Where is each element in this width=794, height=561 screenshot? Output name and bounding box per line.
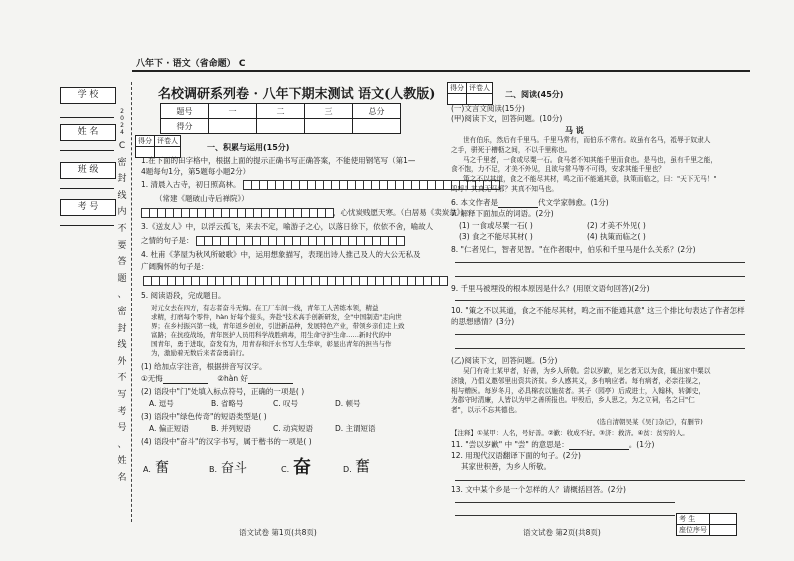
calligraphy-a: 奮: [155, 460, 169, 476]
question-3: 3.《送友人》中，以浮云孤飞，来去不定，喻游子之心，以落日徐下，依依不舍，喻故人: [141, 222, 434, 231]
passage-b: 吴门有奇士某甲者，好善，为乡人所敬。尝以岁歉，见乞者无以为食，辄出家中粟以 济饿，乃倡义邀邻里出资共济贫。乡人感其义，多有响应者。每有病者，必亲往视之， 相与赠医。每岁冬月，必具棉衣以施贫者。其子（园亭）后成进士，入翰林，转御史， 为郡守时清廉，人皆以为甲之善所报也。甲殁后，乡人思之，为之立祠，名之曰"仁 者"，以示不忘其德也。: [451, 367, 711, 415]
instruction-2: 4题每句1分，第5题每小题2分）: [141, 167, 251, 176]
question-4: 4. 杜甫《茅屋为秋风所破歌》中，运用想象描写，表现出诗人推己及人的大公无私及: [141, 250, 421, 259]
answer-line-10b[interactable]: [455, 348, 745, 349]
question-1-source: （常建《题破山寺后禅院》）: [155, 194, 249, 203]
passage-b-source: (选自清朝吴某《吴门杂记》，有删节): [597, 418, 703, 426]
calligraphy-d: 奮: [355, 457, 371, 475]
question-5-sub3: (3) 语段中"绿色传奇"的短语类型是( ): [141, 412, 267, 421]
question-11: 11. "尝以岁歉" 中 "尝" 的意思是： 。(1分): [451, 440, 655, 449]
answer-line-13b[interactable]: [455, 515, 675, 516]
answer-line-8a[interactable]: [455, 262, 745, 263]
question-7-row1: (1) 一食或尽粟一石( ) (2) 才美不外见( ): [459, 221, 646, 230]
answer-grid-3[interactable]: [196, 236, 404, 246]
question-10-tail: 的思想感情？(3分): [451, 317, 515, 326]
header-rule: [132, 70, 750, 72]
question-5-sub2-options: A. 逗号 B. 省略号 C. 叹号 D. 顿号: [149, 399, 361, 408]
essay-passage: 世有伯乐，然后有千里马。千里马常有，而伯乐不常有。故虽有名马，祗辱于奴隶人 之手，骈死于槽枥之间，不以千里称也。 马之千里者，一食或尽粟一石。食马者不知其能千里而食也。是马也，虽有千里之能， 食不饱，力不足，才美不外见，且欲与常马等不可得，安求其能千里也？ 策之不以其道，食之不能尽其材，鸣之而不能通其意，执策而临之，曰："天下无马！" 呜呼！其真无马邪？其真不知马也。: [451, 136, 718, 193]
exam-number-field[interactable]: 考 号: [60, 199, 116, 216]
question-7-row2: (3) 食之不能尽其材( ) (4) 执策而临之( ): [459, 232, 646, 241]
grader-box-1: 得分 评卷人: [135, 135, 181, 158]
paper-title: 名校调研系列卷 · 八年下期末测试 语文(人教版): [158, 87, 436, 102]
answer-line-8b[interactable]: [455, 276, 745, 277]
section-b: (乙)阅读下文，回答问题。(5分): [451, 356, 558, 365]
seal-dashed-line: [131, 82, 132, 522]
section-classical-a: (甲)阅读下文，回答问题。(10分): [451, 114, 563, 123]
score-table: 题号 一 二 三 总分 得分: [160, 103, 401, 134]
question-3-tail: 之情的句子是：: [141, 236, 404, 246]
question-8: 8. "仁者见仁，智者见智。"在作者眼中，伯乐和千里马是什么关系？(2分): [451, 245, 696, 254]
question-13: 13. 文中某个乡是一个怎样的人？请概括回答。(2分): [451, 485, 626, 494]
answer-line-12[interactable]: [455, 480, 745, 481]
question-5-sub1-blanks: ①无悔 ②hàn 好: [141, 374, 293, 384]
seal-line-note: C 密 封 线 内 不 要 答 题 、 密 封 线 外 不 写 考 号 、 姓 名: [117, 141, 127, 483]
question-5-sub3-options: A. 偏正短语 B. 并列短语 C. 动宾短语 D. 主谓短语: [149, 424, 376, 433]
question-5-title: 5. 阅读语段，完成题目。: [141, 291, 226, 300]
question-5-sub1: (1) 给加点字注音，根据拼音写汉字。: [141, 362, 267, 371]
question-12-sentence: 其家世积善，为乡人所敬。: [461, 462, 551, 471]
part2-heading: 二、阅读(45分): [505, 90, 564, 99]
answer-line-10a[interactable]: [455, 334, 745, 335]
question-5-passage: 对元女去在四方，有志者奋斗无悔。在工厂车间一线，青年工人苦练本领，精益 求精，打磨每个零件，hàn 好每个接头，奔赴"技术高手创新研发，全"中国制造"走向世 界；在乡村振兴第一线，青年返乡创业，引进新品种，发展特色产业，带领乡亲们走上致 富路；在抗疫战场，青年医护人员用科学战胜病毒，用生命守护生命……新时代的中 国青年，勇于进取，奋发有为，用青春和汗水书写人生华章，彰显出青年的担当与作 为，激励着无数后来者奋勇前行。: [151, 304, 405, 357]
question-2: ，心忧炭贱愿天寒。（白居易《卖炭翁》）: [141, 208, 468, 218]
answer-grid-2[interactable]: [141, 208, 333, 218]
instruction-1: 1.在下面的田字格中，根据上面的提示正确书写正确答案，不能使用钢笔写（第1—: [141, 156, 416, 165]
answer-grid-4[interactable]: [143, 276, 447, 286]
question-6: 6. 本文作者是 代文学家韩愈。(1分): [451, 198, 609, 207]
name-field[interactable]: 姓 名: [60, 124, 116, 141]
question-12: 12. 用现代汉语翻译下面的句子。(2分): [451, 451, 581, 460]
calligraphy-b: 奋斗: [221, 461, 248, 476]
question-7: 7. 解释下面加点的词语。(2分): [451, 209, 554, 218]
question-4-tail: 广阔胸怀的句子是：: [141, 262, 209, 271]
year-vertical: 2 0 2 4: [120, 108, 124, 136]
calligraphy-options: A. 奮 B. 奋斗 C. 奋 D. 奮: [143, 453, 443, 493]
seat-number-box: 考 生 座位序号: [676, 513, 737, 536]
question-5-sub4: (4) 语段中"奋斗"的汉字书写，属于楷书的一项是( ): [141, 437, 312, 446]
grader-box-2: 得分 评卷人: [447, 82, 493, 105]
answer-line-13a[interactable]: [455, 502, 675, 503]
question-9: 9. 千里马被埋没的根本原因是什么？(用原文语句回答)(2分): [451, 284, 650, 293]
essay-title: 马 说: [565, 126, 584, 135]
question-1: 1. 清晨入古寺，初日照高林。: [141, 180, 241, 189]
question-5-sub2: (2) 语段中"门"处填入标点符号，正确的一项是( ): [141, 387, 305, 396]
class-field[interactable]: 班 级: [60, 162, 116, 179]
footer-page-2: 语文试卷 第2页(共8页): [523, 528, 601, 537]
footer-page-1: 语文试卷 第1页(共8页): [239, 528, 317, 537]
part1-heading: 一、积累与运用(15分): [207, 143, 290, 152]
passage-b-notes: 【注释】①某甲：人名，号好善。②歉：收成不好。③济：救济。④贫：贫穷的人。: [451, 429, 689, 437]
question-10: 10. "策之不以其道，食之不能尽其材，鸣之而不能通其意" 这三个排比句表达了作者怎样: [451, 306, 745, 315]
calligraphy-c: 奋: [293, 457, 311, 478]
section-classical: (一)文言文阅读(15分): [451, 104, 525, 113]
school-field[interactable]: 学 校: [60, 87, 116, 104]
header-title: 八年下 · 语文（省命题） C: [136, 59, 246, 69]
answer-line-9[interactable]: [455, 300, 745, 301]
